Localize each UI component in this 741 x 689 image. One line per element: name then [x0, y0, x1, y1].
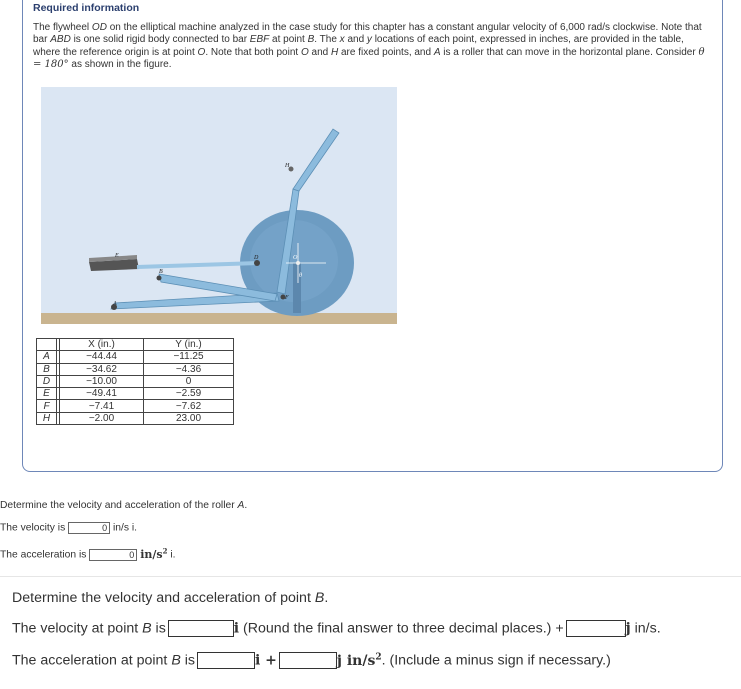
table-row — [37, 375, 234, 387]
row-x: −44.44 — [60, 351, 144, 363]
table-header-y: Y (in.) — [144, 339, 234, 351]
label-e: E — [115, 253, 119, 259]
row-y: 0 — [144, 375, 234, 387]
row-x: −2.00 — [60, 412, 144, 424]
part2-acceleration-line: The acceleration at point B is i + j $in/s^2$. (Include a minus sign if necessary.) — [12, 652, 611, 669]
table-row — [37, 351, 234, 363]
point-b-acceleration-i-input[interactable] — [197, 652, 255, 669]
row-y: −11.25 — [144, 351, 234, 363]
part1-velocity-line — [0, 522, 137, 534]
table-header-row — [37, 339, 234, 351]
label-o: O — [293, 255, 298, 261]
row-y: −4.36 — [144, 363, 234, 375]
handle-bar — [293, 129, 339, 191]
point-b-velocity-i-input[interactable] — [168, 620, 234, 637]
point-b — [157, 276, 162, 281]
table-header-x: X (in.) — [60, 339, 144, 351]
row-x: −10.00 — [60, 375, 144, 387]
label-a: A — [113, 301, 117, 307]
section-divider — [0, 576, 741, 577]
row-y: −2.59 — [144, 388, 234, 400]
floor — [41, 313, 397, 324]
point-b-acceleration-j-input[interactable] — [279, 652, 337, 669]
table-row — [37, 388, 234, 400]
part1-acceleration-line — [0, 546, 175, 561]
row-label: H — [37, 412, 57, 424]
j-unit-vector: j — [625, 620, 631, 637]
row-label: F — [37, 400, 57, 412]
part1-velocity-label: The velocity is — [0, 522, 66, 534]
label-theta: θ — [299, 273, 302, 279]
part1-accel-tail: i. — [167, 549, 176, 561]
part2-velocity-line: The velocity at point B is i (Round the final answer to three decimal places.) + j in/s. — [12, 620, 661, 637]
row-label: D — [37, 375, 57, 387]
part1-prompt: Determine the velocity and acceleration of the roller A. — [0, 500, 248, 511]
part1-accel-unit: $in/s^2$ — [140, 546, 168, 561]
i-plus: i + — [254, 652, 277, 669]
point-b-velocity-j-input[interactable] — [566, 620, 626, 637]
label-b: B — [159, 269, 163, 275]
label-f: F — [285, 295, 289, 301]
label-h: H — [285, 163, 290, 169]
crank-bar — [137, 263, 257, 267]
row-label: A — [37, 351, 57, 363]
part2-prompt: Determine the velocity and acceleration of point B. — [12, 590, 329, 606]
roller-a-velocity-input[interactable]: 0 — [68, 522, 110, 534]
table-row — [37, 412, 234, 424]
problem-statement: The flywheel OD on the elliptical machine analyzed in the case study for this chapter has a constant angular velocity of 6,000 rad/s clockwise. Note that bar ABD is one solid rigid body connected to bar EBF at point B. The x and y locations of each point, expressed in inches, are provided in the table, where the reference origin is at point O. Note that both point O and H are fixed points, and A is a roller that can move in the horizontal plane. Consider θ = 180° as shown in the figure. — [33, 22, 705, 71]
i-unit-vector: i — [233, 620, 240, 637]
roller-a-acceleration-input[interactable]: 0 — [89, 549, 137, 561]
part1-velocity-unit: in/s i. — [113, 522, 138, 534]
row-x: −7.41 — [60, 400, 144, 412]
row-y: 23.00 — [144, 412, 234, 424]
row-y: −7.62 — [144, 400, 234, 412]
row-x: −34.62 — [60, 363, 144, 375]
row-label: B — [37, 363, 57, 375]
j-unit: j $in/s^2$ — [336, 652, 382, 669]
point-o — [296, 261, 300, 265]
elliptical-machine-figure — [41, 87, 397, 324]
part1-accel-label: The acceleration is — [0, 549, 87, 561]
coordinates-table — [36, 338, 234, 425]
row-label: E — [37, 388, 57, 400]
flywheel-support — [293, 263, 301, 313]
table-row — [37, 400, 234, 412]
required-information-title: Required information — [33, 2, 140, 14]
label-d: D — [254, 255, 259, 261]
table-header-blank — [37, 339, 57, 351]
row-x: −49.41 — [60, 388, 144, 400]
table-row — [37, 363, 234, 375]
elliptical-machine-drawing — [41, 87, 397, 324]
